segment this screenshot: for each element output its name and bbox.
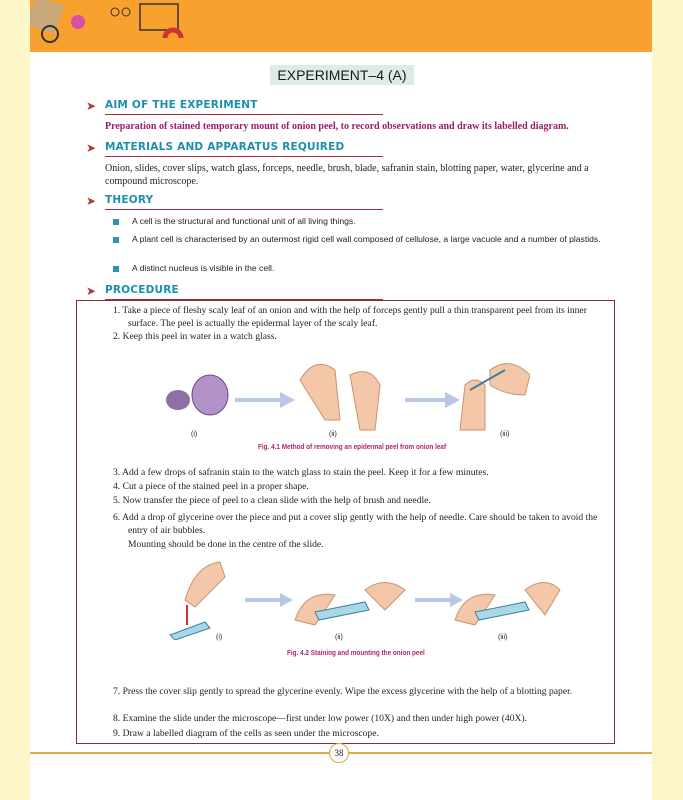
aim-heading: AIM OF THE EXPERIMENT — [105, 99, 258, 111]
materials-text: Onion, slides, cover slips, watch glass, forceps, needle, brush, blade, safranin stain, blotting paper, water, glycerine and a compound microscope. — [105, 163, 589, 187]
procedure-step: 8. Examine the slide under the microscope—first under low power (10X) and then under high power (40X). — [113, 713, 528, 724]
procedure-step: 6. Add a drop of glycerine over the piece and put a cover slip gently with the help of needle. Care should be taken to avoid the entry of air bubbles. — [113, 512, 598, 536]
procedure-step: 4. Cut a piece of the stained peel in a proper shape. — [113, 481, 309, 492]
onion-peel-figure — [160, 350, 530, 435]
procedure-note: Mounting should be done in the centre of the slide. — [128, 539, 324, 550]
procedure-step: 7. Press the cover slip gently to spread the glycerine evenly. Wipe the excess glycerine with the help of a blotting paper. — [113, 686, 573, 697]
arrow-bullet-icon: ➤ — [86, 284, 97, 298]
figure-label: (ii) — [329, 431, 337, 438]
arrow-bullet-icon: ➤ — [86, 99, 97, 113]
procedure-step: 2. Keep this peel in water in a watch glass. — [113, 331, 277, 342]
procedure-step: 9. Draw a labelled diagram of the cells as seen under the microscope. — [113, 728, 379, 739]
materials-heading: MATERIALS AND APPARATUS REQUIRED — [105, 141, 345, 153]
square-bullet-icon — [113, 266, 119, 272]
figure-label: (iii) — [500, 431, 510, 438]
procedure-step: 3. Add a few drops of safranin stain to the watch glass to stain the peel. Keep it for a few minutes. — [113, 467, 489, 478]
figure-caption: Fig. 4.1 Method of removing an epidermal peel from onion leaf — [258, 442, 447, 451]
staining-mounting-figure — [165, 560, 565, 640]
figure-label: (ii) — [335, 634, 343, 641]
figure-label: (iii) — [498, 634, 508, 641]
aim-text: Preparation of stained temporary mount of onion peel, to record observations and draw its labelled diagram. — [105, 121, 569, 132]
theory-item: A cell is the structural and functional unit of all living things. — [132, 216, 356, 226]
arrow-bullet-icon: ➤ — [86, 194, 97, 208]
figure-caption: Fig. 4.2 Staining and mounting the onion peel — [287, 648, 425, 657]
theory-item: A distinct nucleus is visible in the cell. — [132, 263, 275, 273]
page-number: 38 — [329, 743, 349, 763]
figure-label: (i) — [191, 431, 198, 438]
theory-item: A plant cell is characterised by an outermost rigid cell wall composed of cellulose, a large vacuole and a number of plastids. — [132, 234, 601, 244]
figure-label: (i) — [216, 634, 223, 641]
square-bullet-icon — [113, 219, 119, 225]
science-tools-illustration — [30, 0, 200, 52]
page-title: EXPERIMENT–4 (A) — [270, 65, 414, 85]
procedure-step: 1. Take a piece of fleshy scaly leaf of an onion and with the help of forceps gently pull a thin transparent peel from its inner surface. The peel is actually the epidermal layer of the scaly leaf. — [113, 305, 587, 329]
procedure-step: 5. Now transfer the piece of peel to a clean slide with the help of brush and needle. — [113, 495, 431, 506]
square-bullet-icon — [113, 237, 119, 243]
theory-heading: THEORY — [105, 194, 154, 206]
arrow-bullet-icon: ➤ — [86, 141, 97, 155]
procedure-heading: PROCEDURE — [105, 284, 179, 296]
